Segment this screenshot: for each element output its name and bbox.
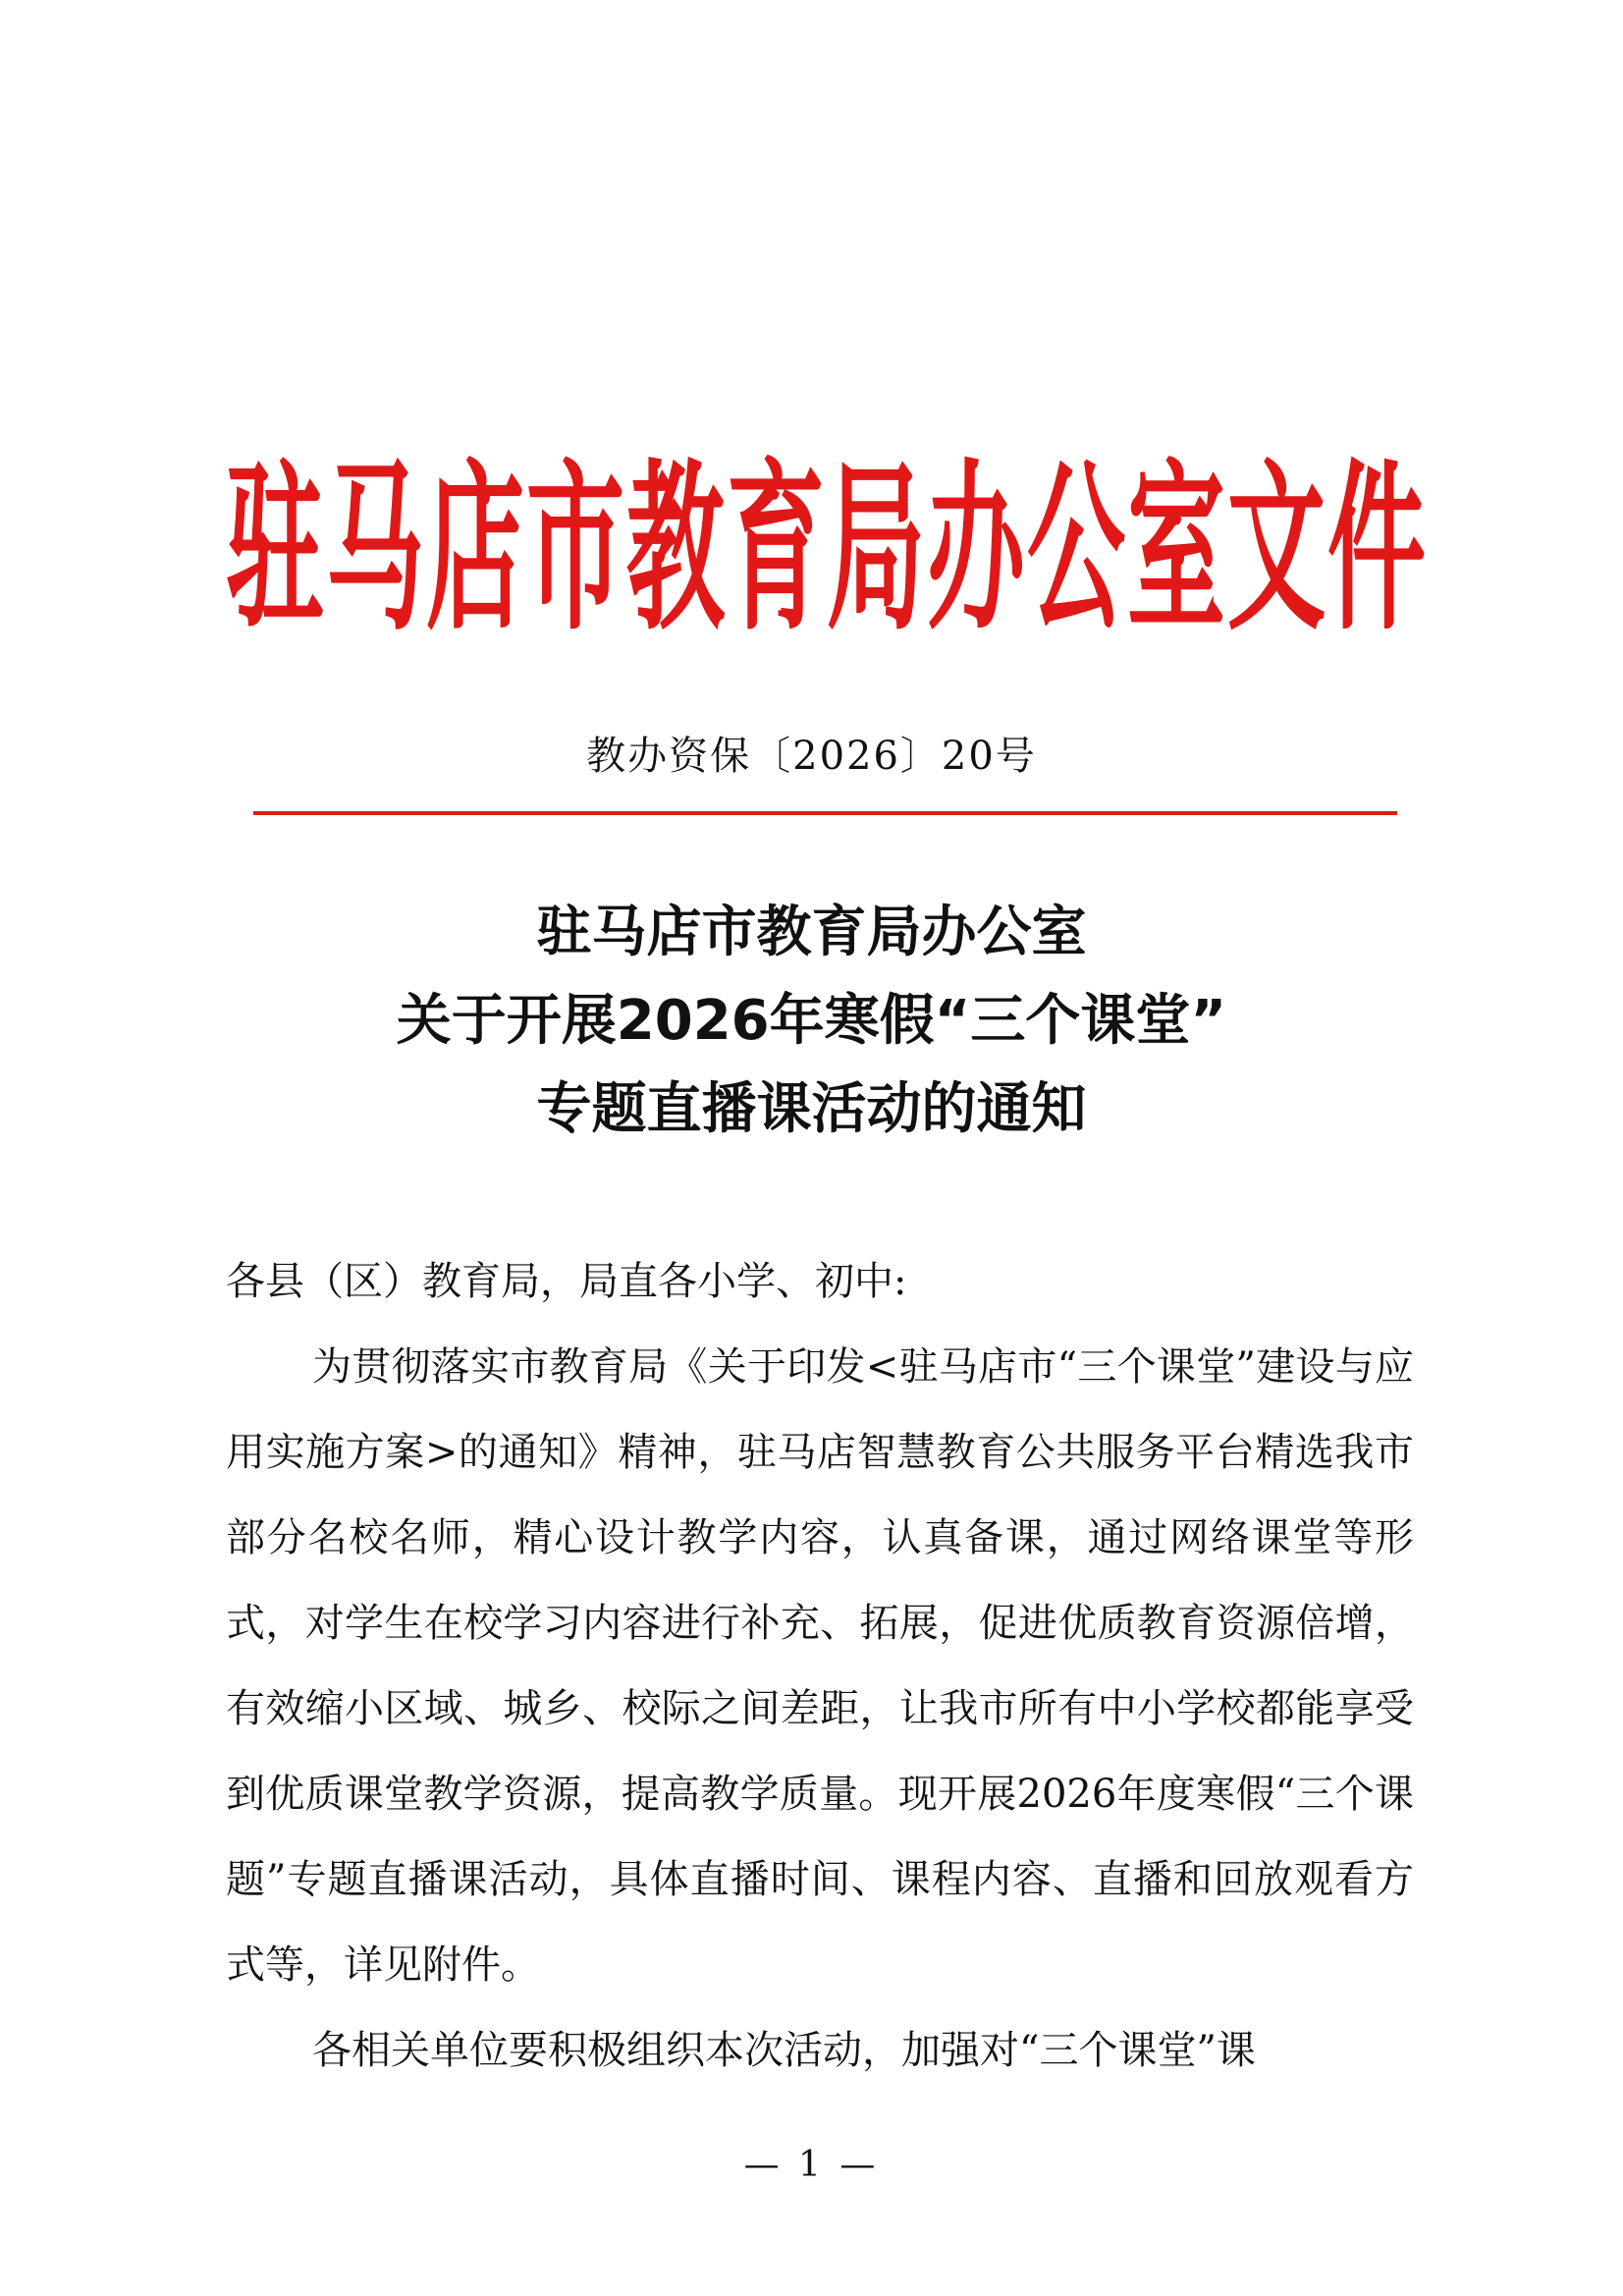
salutation: 各县（区）教育局，局直各小学、初中: — [226, 1259, 907, 1304]
document-number: 教办资保〔2026〕20号 — [586, 734, 1037, 779]
notice-body — [226, 1239, 1414, 2094]
paragraph-2: 各相关单位要积极组织本次活动，加强对“三个课堂”课 — [312, 2028, 1256, 2073]
page-number: — 1 — — [743, 2145, 880, 2185]
masthead-title: 驻马店市教育局办公室文件 — [226, 442, 1428, 656]
paragraph-1: 为贯彻落实市教育局《关于印发<驻马店市“三个课堂”建设与应用实施方案>的通知》精神，驻马店智慧教育公共服务平台精选我市部分名校名师，精心设计教学内容，认真备课，通过网络课堂等形式，对学生在校学习内容进行补充、拓展，促进优质教育资源倍增，有效缩小区域、城乡、校际之间差距，让我市所有中小学校都能享受到优质课堂教学资源，提高教学质量。现开展2026年度寒假“三个课题”专题直播课活动，具体直播时间、课程内容、直播和回放观看方式等，详见附件。 — [226, 1344, 1414, 1988]
title-line-2: 关于开展2026年寒假“三个课堂” — [396, 989, 1227, 1053]
title-line-1: 驻马店市教育局办公室 — [536, 901, 1087, 964]
notice-title — [0, 889, 1623, 1154]
red-divider — [253, 811, 1397, 815]
title-line-3: 专题直播课活动的通知 — [536, 1077, 1087, 1141]
